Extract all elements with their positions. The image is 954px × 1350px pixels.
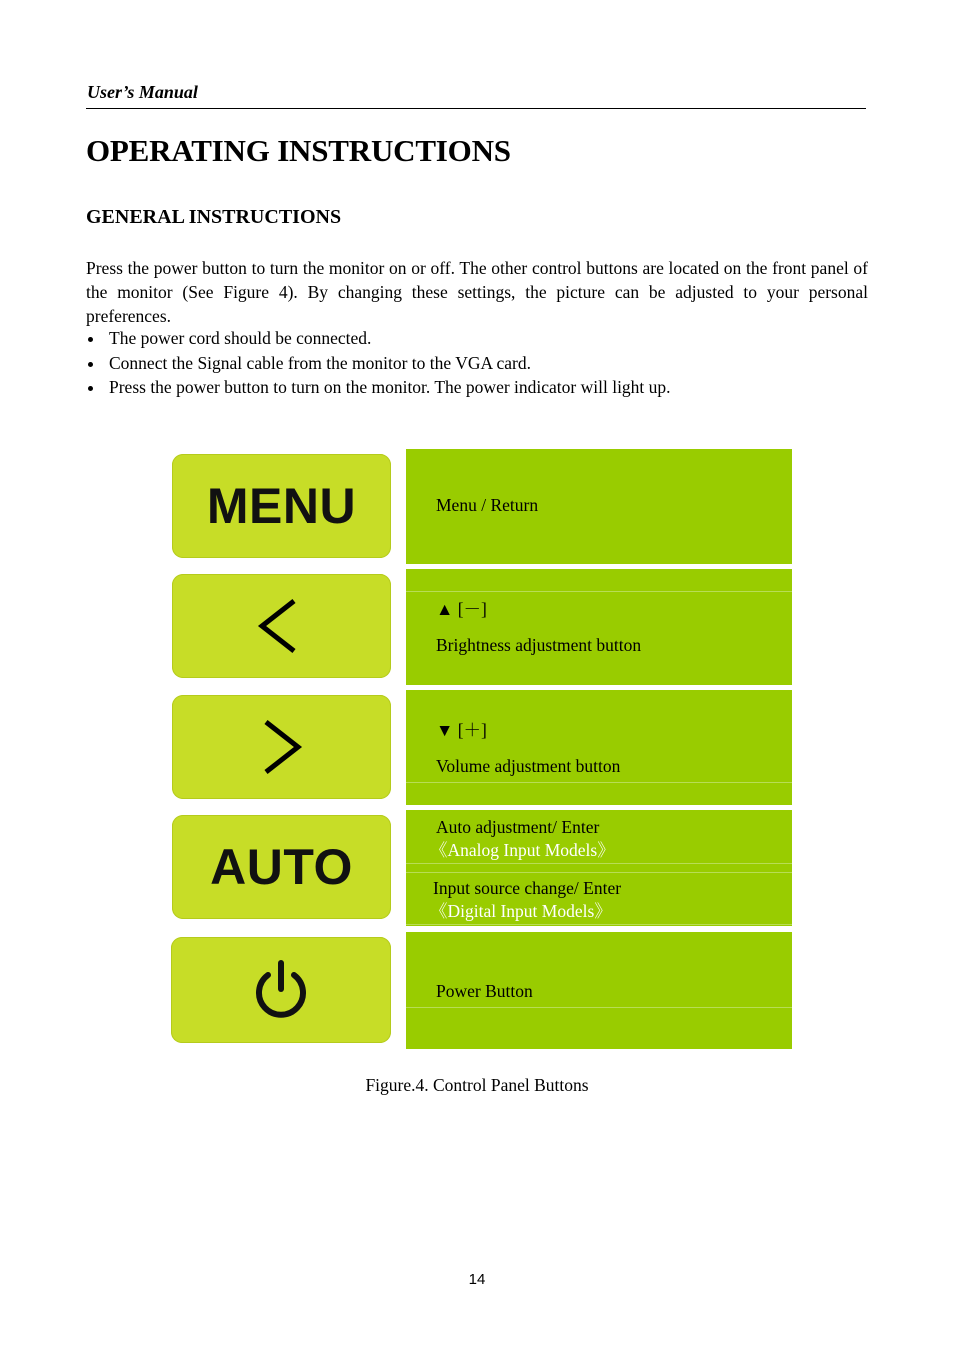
left-button-image bbox=[172, 574, 391, 678]
section-title: GENERAL INSTRUCTIONS bbox=[86, 206, 342, 228]
right-chevron-icon bbox=[252, 712, 312, 782]
right-description-panel bbox=[406, 690, 792, 805]
header-divider bbox=[86, 108, 866, 109]
auto-analog-models: 《Analog Input Models》 bbox=[430, 840, 615, 860]
list-item: The power cord should be connected. bbox=[86, 326, 868, 351]
left-chevron-icon bbox=[252, 591, 312, 661]
instruction-list bbox=[86, 326, 868, 400]
auto-digital-models: 《Digital Input Models》 bbox=[430, 901, 612, 921]
left-description: Brightness adjustment button bbox=[436, 635, 642, 655]
menu-button-label: MENU bbox=[206, 478, 357, 534]
left-symbol: ▲ [－] bbox=[436, 599, 487, 619]
auto-button-image bbox=[172, 815, 391, 919]
page-title: OPERATING INSTRUCTIONS bbox=[86, 133, 511, 168]
auto-description-panel bbox=[406, 810, 792, 926]
intro-paragraph: Press the power button to turn the monitor on or off. The other control buttons are located on the front panel of the monitor (See Figure 4). By changing these settings, the picture can be adjusted to your personal preferences. bbox=[86, 258, 868, 326]
power-description-panel bbox=[406, 932, 792, 1049]
menu-description-panel bbox=[406, 449, 792, 564]
list-item: Press the power button to turn on the monitor. The power indicator will light up. bbox=[86, 375, 868, 400]
auto-analog-description: Auto adjustment/ Enter bbox=[436, 817, 600, 837]
power-button-image bbox=[171, 937, 391, 1043]
power-icon bbox=[246, 955, 316, 1025]
auto-digital-description: Input source change/ Enter bbox=[433, 878, 622, 898]
right-description: Volume adjustment button bbox=[436, 756, 621, 776]
figure-caption: Figure.4. Control Panel Buttons bbox=[365, 1075, 589, 1095]
running-header: User’s Manual bbox=[87, 82, 198, 102]
right-button-image bbox=[172, 695, 391, 799]
left-description-panel bbox=[406, 569, 792, 685]
page-number: 14 bbox=[468, 1271, 486, 1288]
right-symbol: ▼ [＋] bbox=[436, 720, 487, 740]
list-item: Connect the Signal cable from the monitor to the VGA card. bbox=[86, 351, 868, 376]
menu-button-image bbox=[172, 454, 391, 558]
power-description: Power Button bbox=[436, 981, 533, 1001]
menu-description: Menu / Return bbox=[436, 495, 539, 515]
auto-button-label: AUTO bbox=[210, 839, 353, 895]
